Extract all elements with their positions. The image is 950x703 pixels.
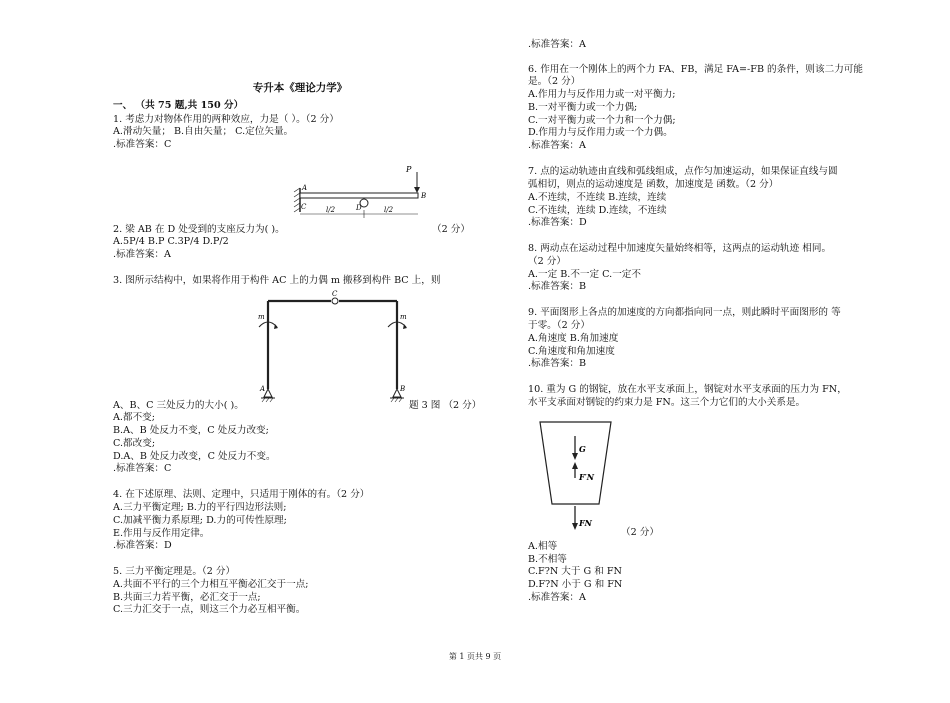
q6-option-b: B.一对平衡力或一个力偶;	[528, 102, 638, 113]
q7-options-ab: A.不连续，不连续 B.连续，连续	[528, 192, 667, 203]
q5-option-b: B.共面三力若平衡，必汇交于一点;	[113, 592, 261, 603]
q6-stem-1: 6. 作用在一个刚体上的两个力 FA、FB，满足 FA=-FB 的条件，则该二力可能	[528, 64, 863, 75]
q10-score: （2 分）	[621, 527, 659, 538]
q1-answer: .标准答案：C	[113, 139, 172, 150]
q3-figure-caption: 题 3 图 （2 分）	[409, 400, 482, 411]
q3-option-b: B.A、B 处反力不变，C 处反力改变;	[113, 425, 269, 436]
q2-answer: .标准答案：A	[113, 249, 171, 260]
q10-answer: .标准答案：A	[528, 592, 586, 603]
q4-options-cd: C.加减平衡力系原理; D.力的可传性原理;	[113, 515, 287, 526]
q2-score: （2 分）	[432, 224, 470, 235]
q10-option-c: C.F?N 大于 G 和 FN	[528, 566, 622, 577]
frame-label-c: C	[332, 290, 338, 298]
beam-label-p: P	[406, 165, 412, 174]
q6-stem-2: 是。（2 分）	[528, 76, 581, 87]
q8-options: A.一定 B.不一定 C.一定不	[528, 269, 641, 280]
q4-stem: 4. 在下述原理、法则、定理中，只适用于刚体的有。（2 分）	[113, 489, 370, 500]
frame-couple-left: m	[258, 313, 265, 321]
q7-stem-2: 弧相切，则点的运动速度是 函数，加速度是 函数。（2 分）	[528, 179, 779, 190]
q7-options-cd: C.不连续，连续 D.连续，不连续	[528, 205, 667, 216]
q4-options-ab: A.三力平衡定理; B.力的平行四边形法则;	[113, 502, 287, 513]
q3-intro: 3. 图所示结构中，如果将作用于构件 AC 上的力偶 m 搬移到构件 BC 上，则	[113, 275, 441, 286]
q3-option-c: C.都改变;	[113, 438, 156, 449]
frame-couple-right: m	[400, 313, 407, 321]
q2-stem: 2. 梁 AB 在 D 处受到的支座反力为( )。	[113, 224, 285, 235]
q4-option-e: E.作用与反作用定律。	[113, 528, 210, 539]
q9-stem-1: 9. 平面图形上各点的加速度的方向都指向同一点，则此瞬时平面图形的 等	[528, 307, 841, 318]
beam-label-b: B	[421, 192, 427, 200]
q6-option-c: C.一对平衡力或一个力和一个力偶;	[528, 115, 676, 126]
beam-span-right: l/2	[384, 206, 394, 214]
beam-label-d: D	[356, 204, 362, 212]
ingot-label-fn: FN	[579, 518, 592, 528]
beam-label-a: A	[302, 184, 308, 192]
ingot-label-g: G	[579, 444, 586, 454]
q5-stem: 5. 三力平衡定理是。（2 分）	[113, 566, 236, 577]
q6-answer: .标准答案：A	[528, 140, 586, 151]
q9-options-ab: A.角速度 B.角加速度	[528, 333, 619, 344]
ingot-figure	[535, 418, 620, 536]
q10-option-d: D.F?N 小于 G 和 FN	[528, 579, 623, 590]
q3-option-d: D.A、B 处反力改变，C 处反力不变。	[113, 451, 276, 462]
q9-answer: .标准答案：B	[528, 358, 587, 369]
q10-option-b: B.不相等	[528, 554, 567, 565]
q1-options: A.滑动矢量； B.自由矢量； C.定位矢量。	[113, 126, 294, 137]
q8-stem-2: （2 分）	[528, 256, 566, 267]
beam-span-left: l/2	[326, 206, 336, 214]
q9-stem-2: 于零。（2 分）	[528, 320, 590, 331]
q7-answer: .标准答案：D	[528, 217, 587, 228]
q8-stem-1: 8. 两动点在运动过程中加速度矢量始终相等，这两点的运动轨迹 相同。	[528, 243, 832, 254]
beam-label-c: C	[301, 203, 307, 211]
q2-options: A.5P/4 B.P C.3P/4 D.P/2	[113, 236, 229, 247]
q9-option-c: C.角速度和角加速度	[528, 346, 615, 357]
ingot-label-fn-prime: F′N	[579, 472, 595, 482]
q1-stem: 1. 考虑力对物体作用的两种效应，力是（ ）。（2 分）	[113, 114, 339, 125]
q5-option-c: C.三力汇交于一点，则这三个力必互相平衡。	[113, 604, 306, 615]
document-title: 专升本《理论力学》	[252, 82, 348, 94]
q3-option-a: A.都不变;	[113, 412, 155, 423]
q3-answer: .标准答案：C	[113, 463, 172, 474]
q7-stem-1: 7. 点的运动轨迹由直线和弧线组成，点作匀加速运动，如果保证直线与圆	[528, 166, 838, 177]
frame-figure	[255, 287, 415, 405]
q3-stem: A、B、C 三处反力的大小( )。	[113, 400, 244, 411]
q5-answer: .标准答案：A	[528, 39, 586, 50]
q6-option-d: D.作用力与反作用力或一个力偶。	[528, 127, 673, 138]
q5-option-a: A.共面不平行的三个力相互平衡必汇交于一点;	[113, 579, 309, 590]
frame-label-b: B	[400, 385, 406, 393]
beam-figure	[290, 164, 440, 224]
frame-label-a: A	[260, 385, 266, 393]
section-heading: 一、 （共 75 题,共 150 分）	[113, 100, 244, 111]
q10-option-a: A.相等	[528, 541, 558, 552]
q4-answer: .标准答案：D	[113, 540, 172, 551]
q8-answer: .标准答案：B	[528, 281, 587, 292]
page-footer: 第 1 页共 9 页	[448, 652, 502, 661]
q10-stem-1: 10. 重为 G 的钢锭，放在水平支承面上，钢锭对水平支承面的压力为 FN，	[528, 384, 847, 395]
q6-option-a: A.作用力与反作用力或一对平衡力;	[528, 89, 676, 100]
q10-stem-2: 水平支承面对钢锭的约束力是 FN。这三个力它们的大小关系是。	[528, 397, 806, 408]
